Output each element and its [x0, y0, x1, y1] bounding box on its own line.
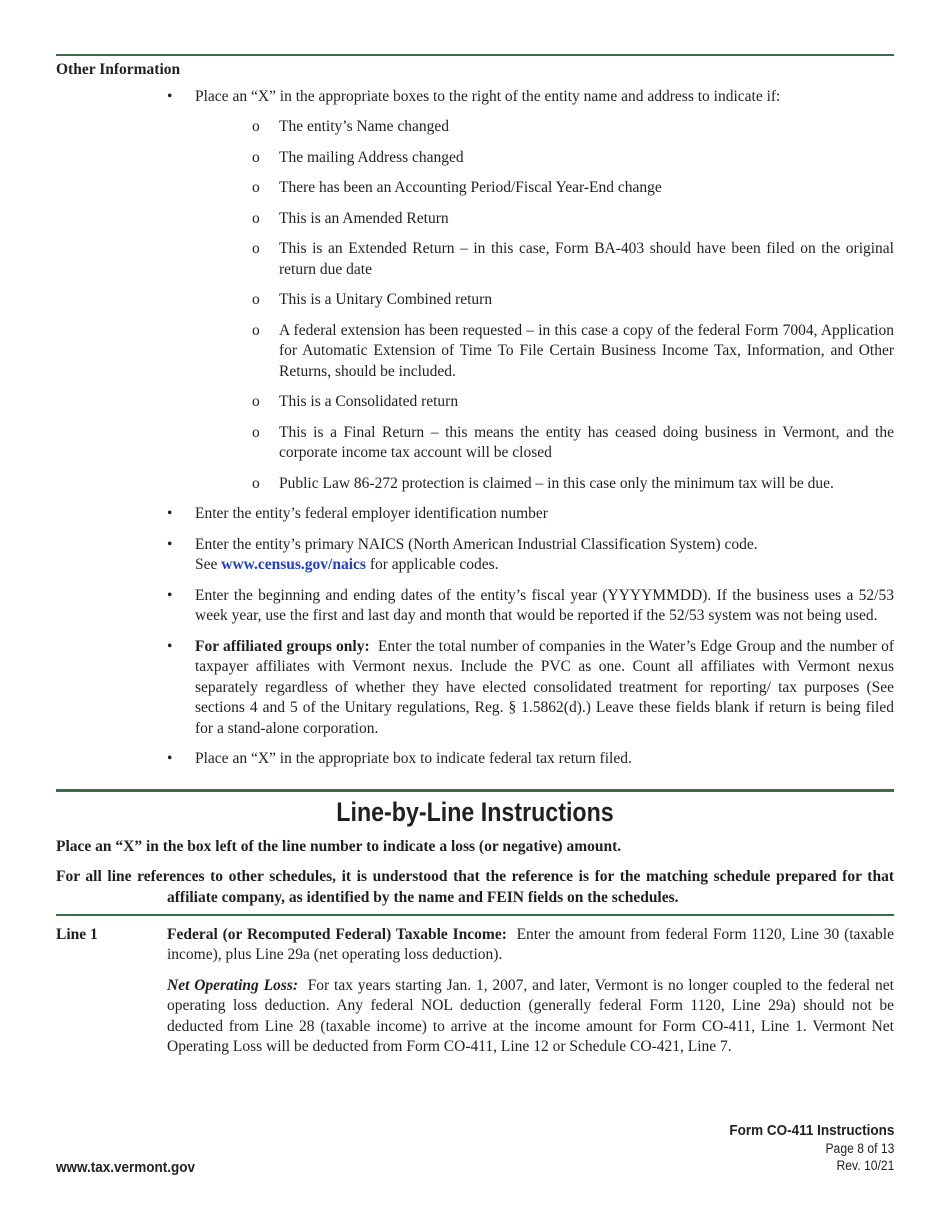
sub-bullet-glyph: o [252, 179, 260, 196]
other-information-list-continued [56, 504, 894, 770]
sub-list-item [56, 423, 894, 464]
bullet-glyph: • [167, 637, 173, 655]
bullet-item-federal-return [56, 749, 894, 770]
sub-list-item [56, 290, 894, 311]
sub-item-text: This is a Unitary Combined return [279, 291, 493, 308]
sub-item-text: This is a Final Return – this means the entity has ceased doing business in Vermont, and the corporate income tax account will be closed [279, 423, 894, 461]
naics-link[interactable]: www.census.gov/naics [221, 556, 366, 573]
footer-page-number: Page 8 of 13 [825, 1141, 894, 1156]
footer-form-info [711, 1121, 894, 1174]
affiliated-groups-label: For affiliated groups only: [195, 637, 370, 655]
sub-item-text: The entity’s Name changed [279, 118, 450, 135]
bullet-text: Place an “X” in the appropriate boxes to the right of the entity name and address to indicate if: [195, 87, 781, 105]
sub-item-text: The mailing Address changed [279, 148, 464, 166]
bullet-glyph: • [167, 87, 173, 105]
sub-item-text: A federal extension has been requested – in this case a copy of the federal Form 7004, Application for Automatic Extension of Time To File Certain Business Income Tax, Information, and Other Returns, should be included. [279, 321, 894, 380]
sub-bullet-glyph: o [252, 291, 260, 308]
line-1-label: Line 1 [56, 925, 98, 943]
page-content [56, 0, 894, 1068]
bullet-item-boxes [56, 87, 894, 108]
bullet-item-affiliated-groups [56, 637, 894, 740]
bullet-text: Place an “X” in the appropriate box to indicate federal tax return filed. [195, 750, 632, 767]
sub-item-text: This is an Amended Return [279, 209, 449, 227]
sub-list-item [56, 474, 894, 495]
bullet-text: Enter the entity’s federal employer identification number [195, 505, 548, 522]
loss-note: Place an “X” in the box left of the line number to indicate a loss (or negative) amount. [56, 837, 622, 855]
sub-bullet-glyph: o [252, 423, 260, 441]
line-1-text [167, 925, 894, 966]
sub-list-item [56, 178, 894, 199]
instructions-rule [56, 914, 894, 916]
sub-bullet-glyph: o [252, 393, 260, 410]
sub-bullet-glyph: o [252, 321, 260, 339]
section-rule [56, 789, 894, 792]
schedule-reference-note: For all line references to other schedules, it is understood that the reference is for the matching schedule prepared for that affiliate company, as identified by the name and FEIN fields on the schedules. [56, 868, 894, 906]
sub-list-item [56, 239, 894, 280]
sub-list-item [56, 209, 894, 230]
line-1-description: Enter the amount from federal Form 1120, Line 30 (taxable income), plus Line 29a (net operating loss deduction). [167, 925, 894, 963]
see-text: See [195, 556, 218, 573]
sub-bullet-glyph: o [252, 148, 260, 166]
other-information-list [56, 87, 894, 108]
sub-item-text: This is an Extended Return – in this case, Form BA-403 should have been filed on the original return due date [279, 240, 894, 278]
sub-item-text: This is a Consolidated return [279, 393, 459, 410]
bullet-glyph: • [167, 535, 173, 553]
bullet-item-naics [56, 535, 894, 576]
footer-website[interactable]: www.tax.vermont.gov [56, 1159, 196, 1176]
sub-list-item [56, 321, 894, 383]
sub-bullet-glyph: o [252, 474, 260, 492]
sub-item-text: There has been an Accounting Period/Fiscal Year-End change [279, 179, 662, 196]
sub-item-text: Public Law 86-272 protection is claimed – in this case only the minimum tax will be due. [279, 474, 834, 492]
sub-list-item [56, 392, 894, 413]
sub-list-item [56, 117, 894, 138]
top-rule [56, 54, 894, 56]
bullet-text: Enter the beginning and ending dates of the entity’s fiscal year (YYYYMMDD). If the business uses a 52/53 week year, use the first and last day and month that would be reported if the 52/53 system was not being used. [195, 586, 894, 624]
bullet-text: Enter the entity’s primary NAICS (North American Industrial Classification System) code. [195, 535, 758, 553]
footer-revision: Rev. 10/21 [836, 1158, 894, 1173]
sub-list-item [56, 148, 894, 169]
bullet-item-fein [56, 504, 894, 525]
bullet-text: Enter the total number of companies in the Water’s Edge Group and the number of taxpayer affiliates with Vermont nexus. Include the PVC as one. Count all affiliates with Vermont nexus separately regardless of whether they have elected consolidated treatment for reporting/ tax purposes (See sections 4 and 5 of the Unitary regulations, Reg. § 1.5862(d).) Leave these fields blank if return is being filed for a stand-alone corporation. [195, 637, 894, 737]
bullet-glyph: • [167, 505, 173, 522]
link-trailing-text: for applicable codes. [369, 556, 499, 573]
checkbox-options-list [56, 117, 894, 494]
nol-paragraph [167, 976, 894, 1058]
sub-bullet-glyph: o [252, 118, 260, 135]
sub-bullet-glyph: o [252, 240, 260, 257]
sub-bullet-glyph: o [252, 209, 260, 227]
line-1-title: Federal (or Recomputed Federal) Taxable Income: [167, 925, 507, 943]
footer-form-name: Form CO-411 Instructions [728, 1122, 894, 1139]
bullet-glyph: • [167, 750, 173, 767]
nol-label: Net Operating Loss: [167, 976, 299, 994]
section-title-other-information: Other Information [56, 61, 181, 78]
nol-text: For tax years starting Jan. 1, 2007, and later, Vermont is no longer coupled to the federal net operating loss deduction. Any federal NOL deduction (generally federal Form 1120, Line 29a) should not be deducted from Line 28 (taxable income) to arrive at the income amount for Form CO-411, Line 1. Vermont Net Operating Loss will be deducted from Form CO-411, Line 12 or Schedule CO-421, Line 7. [167, 976, 894, 1055]
line-1-entry [56, 925, 894, 1058]
page-heading-line-by-line: Line-by-Line Instructions [336, 796, 614, 827]
bullet-item-fiscal-year [56, 586, 894, 627]
bullet-glyph: • [167, 586, 173, 604]
